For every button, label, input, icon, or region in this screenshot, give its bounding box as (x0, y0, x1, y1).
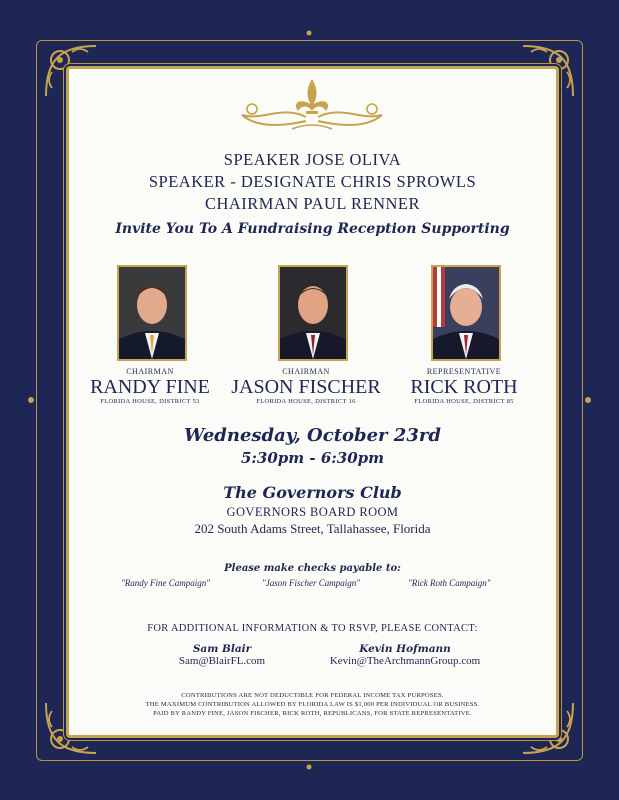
side-ornament-left (26, 395, 36, 405)
candidate-district: FLORIDA HOUSE, DISTRICT 85 (414, 398, 514, 405)
candidate-randy-fine (75, 367, 225, 405)
campaign-randy-fine: "Randy Fine Campaign" (121, 578, 211, 588)
fleur-de-lis-flourish-icon (222, 75, 402, 137)
host-line: SPEAKER JOSE OLIVA (223, 150, 402, 169)
candidate-rick-roth (389, 367, 539, 405)
top-ornament-dot (304, 28, 314, 38)
hosts-block (69, 149, 556, 215)
portrait-rick-roth (431, 265, 501, 361)
host-line: SPEAKER - DESIGNATE CHRIS SPROWLS (148, 172, 477, 191)
candidate-title: REPRESENTATIVE (426, 367, 502, 376)
candidate-district: FLORIDA HOUSE, DISTRICT 53 (100, 398, 200, 405)
event-room: GOVERNORS BOARD ROOM (226, 505, 399, 519)
campaign-rick-roth: "Rick Roth Campaign" (408, 578, 491, 588)
side-ornament-right (583, 395, 593, 405)
candidate-jason-fischer (231, 367, 381, 405)
checks-heading: Please make checks payable to: (224, 563, 401, 574)
portrait-jason-fischer (278, 265, 348, 361)
contact-heading: FOR ADDITIONAL INFORMATION & TO RSVP, PLEASE CONTACT: (147, 623, 478, 634)
contact-email[interactable]: Kevin@TheArchmannGroup.com (329, 655, 481, 667)
bottom-ornament-dot (304, 762, 314, 772)
disclaimer-line: PAID BY RANDY FINE, JASON FISCHER, RICK ROTH, REPUBLICANS, FOR STATE REPRESENTATIVE. (153, 710, 472, 717)
event-venue: The Governors Club (223, 483, 402, 502)
disclaimer-line: CONTRIBUTIONS ARE NOT DEDUCTIBLE FOR FEDERAL INCOME TAX PURPOSES. (181, 692, 444, 699)
campaign-jason-fischer: "Jason Fischer Campaign" (262, 578, 361, 588)
contact-name: Sam Blair (192, 643, 252, 655)
event-date: Wednesday, October 23rd (184, 425, 441, 446)
contact-email[interactable]: Sam@BlairFL.com (178, 655, 266, 667)
candidate-title: CHAIRMAN (282, 367, 330, 376)
candidate-name: JASON FISCHER (231, 376, 381, 398)
disclaimer (69, 691, 556, 718)
candidate-district: FLORIDA HOUSE, DISTRICT 16 (256, 398, 356, 405)
event-time: 5:30pm - 6:30pm (240, 449, 385, 467)
contact-kevin-hofmann (295, 643, 515, 667)
candidate-title: CHAIRMAN (126, 367, 174, 376)
disclaimer-line: THE MAXIMUM CONTRIBUTION ALLOWED BY FLORIDA LAW IS $1,000 PER INDIVIDUAL OR BUSINESS. (145, 701, 480, 708)
event-address: 202 South Adams Street, Tallahassee, Florida (194, 521, 431, 536)
contact-name: Kevin Hofmann (359, 643, 451, 655)
invite-line: Invite You To A Fundraising Reception Supporting (115, 221, 510, 237)
host-line: CHAIRMAN PAUL RENNER (204, 194, 421, 213)
contact-sam-blair (147, 643, 297, 667)
candidate-name: RICK ROTH (410, 376, 518, 398)
portrait-randy-fine (117, 265, 187, 361)
candidate-name: RANDY FINE (90, 376, 210, 398)
invitation-card (66, 66, 559, 738)
